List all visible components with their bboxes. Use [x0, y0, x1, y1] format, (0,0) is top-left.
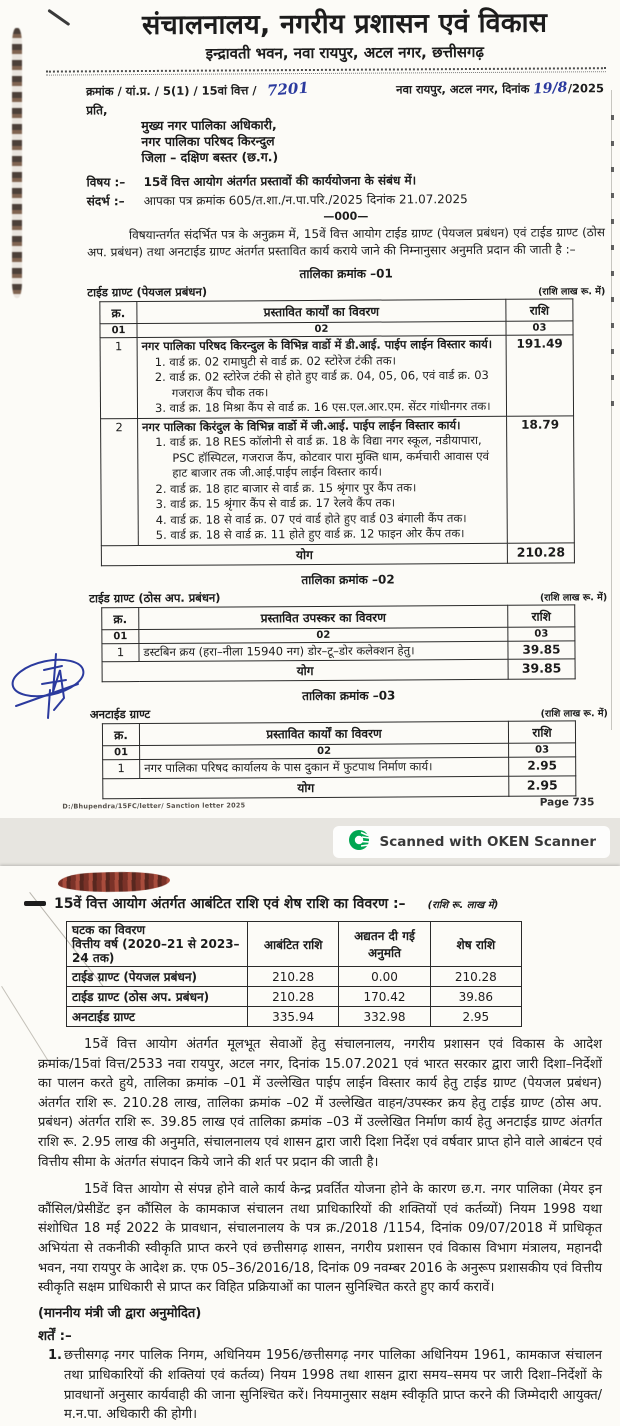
work-description: डस्टबिन क्रय (हरा–नीला 15940 नग) डोर–टू–डोर कलेक्शन हेतु।: [143, 642, 415, 659]
table1-colnum: 01: [100, 324, 137, 338]
row-amount: 18.79: [507, 415, 575, 542]
addressee-line: नगर पालिका परिषद किरन्दुल: [141, 133, 275, 150]
table3-header-sr: क्र.: [102, 724, 139, 746]
summary-header-balance: शेष राशि: [430, 922, 521, 967]
dotted-divider: [46, 67, 606, 75]
work-item: 4. वार्ड क्र. 18 से वार्ड क्र. 07 एवं वार्ड होते हुए वार्ड 03 बंगाली कैंप तक।: [155, 510, 467, 527]
table2-header-desc: प्रस्तावित उपस्कर का विवरण: [139, 605, 508, 629]
balance-amount: 39.86: [430, 987, 521, 1007]
letterhead-title: संचालनालय, नगरीय प्रशासन एवं विकास: [142, 7, 548, 42]
signature-scribble: [4, 640, 96, 736]
work-item: 1. वार्ड क्र. 18 RES कॉलोनी से वार्ड क्र. 18 के विद्या नगर स्कूल, नडीयापारा, PSC हॉस्पिटल, गजराज कैंप, कोटवार पारा मुक्ति धाम, कर्मचारी आवास एवं हाट बाजार तक जी.आई.पाईप लाईन विस्तार कार्य।: [155, 432, 490, 480]
row-amount: 191.49: [506, 335, 573, 416]
untied-grant-table-3: [102, 720, 576, 798]
scanner-badge-text: Scanned with OKEN Scanner: [379, 834, 596, 850]
table1-caption: टाईड ग्राण्ट (पेयजल प्रबंधन): [87, 284, 208, 300]
table3-title: तालिका क्रमांक –03: [302, 688, 396, 704]
table3-total-row: [103, 775, 576, 798]
work-item: 2. वार्ड क्र. 18 हाट बाजार से वार्ड क्र. 15 श्रृंगार पुर कैंप तक।: [155, 479, 417, 496]
total-amount: 39.85: [508, 659, 575, 679]
summary-header-period: वित्तीय वर्ष (2020–21 से 2023–24 तक): [72, 937, 240, 965]
reference-number-row: [86, 78, 604, 99]
allocated-amount: 210.28: [248, 967, 339, 987]
work-item: 3. वार्ड क्र. 15 श्रृंगार कैंप से वार्ड क्र. 17 रेलवे कैंप तक।: [155, 495, 396, 511]
term-text: छत्तीसगढ़ नगर पालिक निगम, अधिनियम 1956/छत्तीसगढ़ नगर पालिका अधिनियम 1961, कामकाज संचालन तथा प्राधिकारियों की शक्तियां एवं कर्तव्य) नियम 1998 तथा शासन द्वारा समय–समय पर जारी दिशा–निर्देशों के प्रावधानों अनुसार कार्यवाही की जाना सुनिश्चित करें। नियमानुसार सक्षम स्वीकृति प्राप्त करने की जिम्मेदारी आयुक्त/म.न.पा. अधिकारी की होगी।: [64, 1348, 602, 1423]
approved-amount: 170.42: [339, 987, 430, 1007]
table1-header-desc: प्रस्तावित कार्यों का विवरण: [137, 299, 506, 323]
allocated-amount: 210.28: [248, 987, 339, 1007]
to-label: प्रति,: [86, 103, 108, 118]
addressee-line: मुख्य नगर पालिका अधिकारी,: [141, 117, 277, 134]
subject-text: 15वें वित्त आयोग अंतर्गत प्रस्तावों की कार्ययोजना के संबंध में।: [143, 173, 417, 190]
component-name: अनटाईड ग्राण्ट: [67, 1007, 248, 1027]
table3-colnum: 01: [103, 746, 140, 760]
date-year-printed: /2025: [567, 81, 605, 96]
table2-total-row: [102, 659, 575, 682]
work-item: 5. वार्ड क्र. 18 से वार्ड क्र. 11 होते हुए वार्ड क्र. 12 फाइन ओर कैंप तक।: [155, 526, 465, 542]
allocation-unit-note: (राशि रू. लाख में): [427, 900, 499, 911]
table1-header-sr: क्र.: [100, 302, 137, 324]
table2-title: तालिका क्रमांक –02: [301, 571, 395, 587]
total-label: योग: [101, 543, 507, 565]
total-label: योग: [103, 776, 509, 798]
work-item: 1. वार्ड क्र. 02 रामाघुटी से वार्ड क्र. 02 स्टोरेज टंकी तक।: [154, 352, 396, 369]
oken-scanner-badge: [333, 826, 610, 858]
table-row: [67, 987, 522, 1007]
oken-logo-icon: [347, 828, 371, 856]
reference-text: आपका पत्र क्रमांक 605/त.शा./न.पा.परि./2025 दिनांक 21.07.2025: [143, 192, 468, 209]
summary-header-component: घटक का विवरण: [72, 923, 146, 937]
table2-unit-note: (राशि लाख रू. में): [539, 591, 608, 604]
table3-colnum: 02: [140, 743, 509, 759]
work-item: 2. वार्ड क्र. 02 स्टोरेज टंकी से होते हुए वार्ड क्र. 04, 05, 06, एवं वार्ड क्र. 03 गजराज कैंप चौक तक।: [154, 367, 489, 400]
summary-header-allocated: आबंटित राशि: [248, 922, 339, 967]
balance-amount: 2.95: [430, 1007, 521, 1027]
component-name: टाईड ग्राण्ट (ठोस अप. प्रबंधन): [67, 987, 248, 1007]
date-handwritten: 19/8: [533, 79, 569, 98]
sanction-paragraph: 15वें वित्त आयोग अंतर्गत मूलभूत सेवाओं हेतु संचालनालय, नगरीय प्रशासन एवं विकास के आदेश क्रमांक/15वां वित्त/2533 नवा रायपुर, अटल नगर, दिनांक 15.07.2021 एवं भारत सरकार द्वारा जारी दिशा–निर्देशों का पालन करते हुये, तालिका क्रमांक –01 में उल्लेखित पाईप लाईन विस्तार कार्य हेतु टाईड ग्राण्ट (पेयजल प्रबंधन) अंतर्गत राशि रू. 210.28 लाख, तालिका क्रमांक –02 में उल्लेखित वाहन/उपस्कर क्रय हेतु टाईड ग्राण्ट (ठोस अप. प्रबंधन) अंतर्गत राशि रू. 39.85 लाख एवं तालिका क्रमांक –03 में उल्लेखित निर्माण कार्य हेतु अनटाईड ग्राण्ट अंतर्गत राशि रू. 2.95 लाख की अनुमति, संचालनालय एवं शासन द्वारा जारी दिशा निर्देश एवं वर्षवार प्राप्त होने वाले आबंटन एवं वित्तीय सीमा के अंतर्गत संपादन किये जाने की शर्त पर प्रदान की जाती है।: [38, 1037, 602, 1170]
scan-gap-strip: [0, 818, 620, 866]
allocation-heading: 15वें वित्त आयोग अंतर्गत आबंटित राशि एवं शेष राशि का विवरण :–: [54, 896, 406, 912]
allocated-amount: 335.94: [248, 1007, 339, 1027]
work-description: नगर पालिका परिषद किरन्दुल के विभिन्न वार्डो में डी.आई. पाईप लाईन विस्तार कार्य।: [141, 336, 493, 354]
approved-amount: 0.00: [339, 967, 430, 987]
row-serial: 1: [102, 643, 139, 662]
component-name: टाईड ग्राण्ट (पेयजल प्रबंधन): [67, 967, 248, 987]
subject-label: विषय :–: [86, 175, 126, 190]
row-amount: 39.85: [508, 640, 575, 659]
letterhead-subtitle: इन्द्रावती भवन, नवा रायपुर, अटल नगर, छत्तीसगढ़: [205, 42, 484, 63]
equipment-table-2: [101, 604, 575, 682]
table2-colnum: 03: [508, 626, 575, 640]
table2-header-amount: राशि: [508, 604, 575, 626]
table3-colnum: 03: [509, 743, 576, 757]
row-serial: 2: [101, 418, 139, 545]
table3-header-amount: राशि: [508, 721, 575, 743]
place-date-printed: नवा रायपुर, अटल नगर, दिनांक: [396, 81, 530, 97]
table1-colnum: 02: [137, 321, 506, 337]
letter-number-printed: क्रमांक / यां.प्र. / 5(1) / 15वां वित्त /: [86, 83, 257, 99]
table3-caption: अनटाईड ग्राण्ट: [89, 706, 151, 722]
table3-header-desc: प्रस्तावित कार्यों का विवरण: [139, 721, 508, 745]
allocation-summary-table: [66, 921, 522, 1027]
minister-approval-note: (माननीय मंत्री जी द्वारा अनुमोदित): [38, 1305, 202, 1321]
letter-number-handwritten: 7201: [265, 78, 309, 100]
total-label: योग: [102, 659, 508, 681]
balance-amount: 210.28: [430, 967, 521, 987]
section-divider: —000—: [323, 209, 369, 223]
work-description: नगर पालिका किरंदुल के विभिन्न वार्डो में जी.आई. पाईप लाईन विस्तार कार्य।: [142, 417, 461, 434]
table1-title: तालिका क्रमांक –01: [299, 266, 393, 282]
table2-caption: टाईड ग्राण्ट (ठोस अप. प्रबंधन): [89, 590, 221, 605]
term-number: 1.: [48, 1348, 62, 1364]
work-description: नगर पालिका परिषद कार्यालय के पास दुकान में फुटपाथ निर्माण कार्य।: [144, 759, 433, 776]
row-amount: 2.95: [509, 757, 576, 776]
table2-colnum: 01: [102, 629, 139, 643]
terms-label: शर्तें :–: [38, 1328, 72, 1345]
approved-amount: 332.98: [339, 1007, 430, 1027]
table-row: [101, 415, 575, 545]
table1-unit-note: (राशि लाख रू. में): [538, 286, 606, 298]
procedure-paragraph: 15वें वित्त आयोग से संपन्न होने वाले कार्य केन्द्र प्रवर्तित योजना होने के कारण छ.ग. नगर पालिका (मेयर इन कौंसिल/प्रेसीडेंट इन कौंसिल के कामकाज संचालन तथा प्राधिकारियों की शक्तियों एवं कर्तव्यों) नियम 1998 यथा संशोधित 18 मई 2022 के प्रावधान, संचालनालय के पत्र क्र./2018 /1154, दिनांक 09/07/2018 में प्राधिकृत अभियंता से तकनीकी स्वीकृति प्राप्त करने एवं छत्तीसगढ़ शासन, नगरीय प्रशासन एवं विकास विभाग मंत्रालय, महानदी भवन, नया रायपुर के आदेश क्र. एफ 05–36/2016/18, दिनांक 09 नवम्बर 2016 के अनुरूप प्रशासकीय एवं वित्तीय स्वीकृति सक्षम प्राधिकारी से प्राप्त कर विहित प्रक्रियाओं का पालन सुनिश्चित करते हुए कार्य करावें।: [38, 1182, 602, 1296]
table-row: [67, 1007, 522, 1027]
works-table-1: [99, 298, 575, 565]
table3-unit-note: (राशि लाख रू. में): [540, 708, 608, 720]
total-amount: 2.95: [509, 775, 576, 795]
letter-page-2: [0, 866, 620, 1426]
row-serial: 1: [100, 338, 137, 419]
table1-total-row: [101, 542, 574, 565]
total-amount: 210.28: [507, 542, 574, 562]
summary-header-approved: अद्यतन दी गई अनुमति: [339, 922, 430, 967]
addressee-line: जिला – दक्षिण बस्तर (छ.ग.): [141, 149, 279, 166]
reference-label: संदर्भ :–: [86, 194, 125, 209]
table-row: [67, 967, 522, 987]
footer-file-path: D:/Bhupendra/15FC/letter/ Sanction letter 2025: [62, 801, 246, 811]
table2-header-sr: क्र.: [102, 607, 139, 629]
table-row: [100, 335, 573, 418]
work-item: 3. वार्ड क्र. 18 मिश्रा कैंप से वार्ड क्र. 16 एस.एल.आर.एम. सेंटर गांधीनगर तक।: [154, 398, 491, 415]
margin-dash-mark: [24, 901, 46, 906]
table1-colnum: 03: [506, 321, 573, 335]
intro-paragraph: विषयान्तर्गत संदर्भित पत्र के अनुक्रम में, 15वें वित्त आयोग टाईड ग्राण्ट (पेयजल प्रबंधन) एवं टाईड ग्राण्ट (ठोस अप. प्रबंधन) तथा अनटाईड ग्राण्ट अंतर्गत प्रस्तावित कार्य कराये जाने की निम्नानुसार अनुमति प्रदान की जाती है :–: [86, 225, 605, 259]
footer-page-number: Page 735: [539, 796, 595, 809]
table2-colnum: 02: [139, 627, 508, 643]
row-serial: 1: [103, 760, 140, 779]
table1-header-amount: राशि: [506, 299, 573, 321]
